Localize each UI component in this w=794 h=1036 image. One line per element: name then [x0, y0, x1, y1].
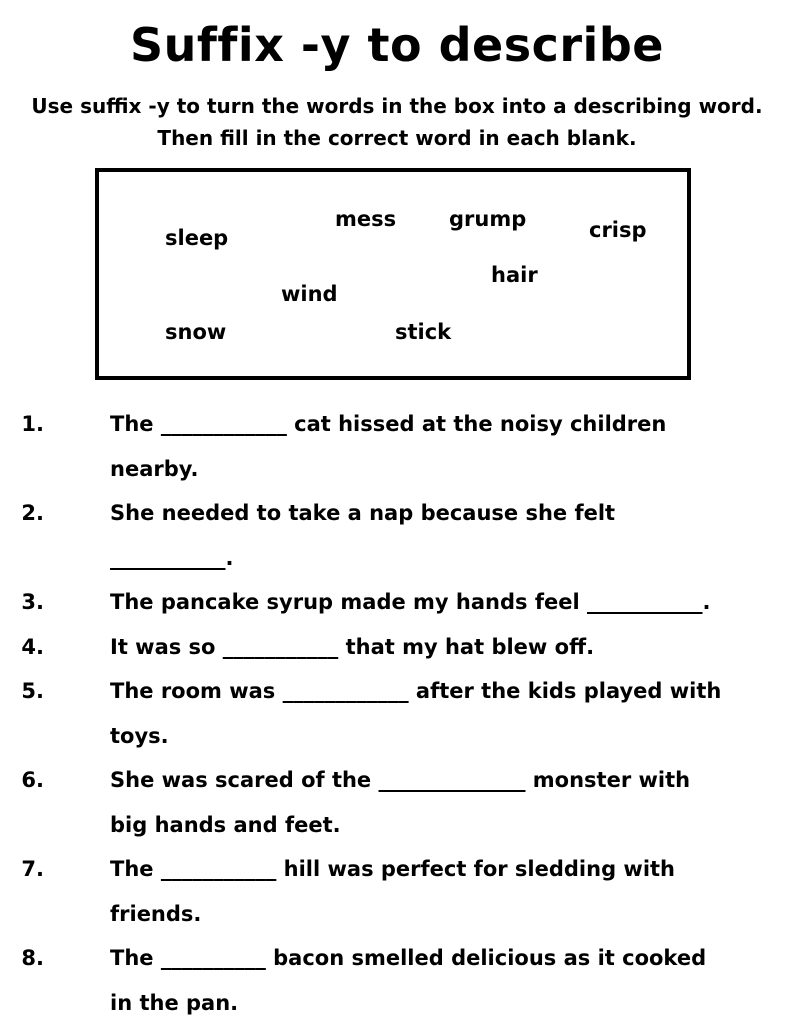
question-number: 2.: [21, 501, 44, 525]
question-number: 5.: [21, 679, 44, 703]
question-number: 4.: [21, 634, 44, 659]
word-bank-item: crisp: [589, 218, 647, 242]
word-bank-item: snow: [165, 320, 227, 344]
page-title: Suffix -y to describe: [130, 18, 664, 72]
question-text: The __________ bacon smelled delicious as it cooked in the pan.: [110, 946, 707, 1015]
word-bank-item: wind: [281, 282, 338, 306]
question-text: The room was ____________ after the kids played with toys.: [110, 679, 722, 748]
question-item: [0, 758, 730, 847]
word-bank-box: [95, 168, 691, 380]
question-text: She was scared of the ______________ monster with big hands and feet.: [110, 768, 691, 837]
word-bank-item: grump: [449, 207, 527, 231]
question-number: 3.: [21, 590, 44, 614]
question-item: [0, 402, 730, 491]
question-text: The ___________ hill was perfect for sledding with friends.: [110, 857, 676, 926]
question-text: The pancake syrup made my hands feel ___________.: [110, 590, 711, 614]
word-bank-item: hair: [491, 263, 538, 287]
question-item: [0, 625, 730, 670]
question-number: 6.: [21, 768, 44, 792]
question-number: 7.: [21, 857, 44, 881]
instructions: Use suffix -y to turn the words in the box into a describing word. Then fill in the correct word in each blank.: [31, 94, 763, 150]
word-bank-item: stick: [395, 320, 452, 344]
question-number: 8.: [21, 946, 44, 970]
question-number: 1.: [21, 412, 44, 436]
question-list: [0, 402, 794, 1025]
question-item: [0, 580, 730, 625]
word-bank-item: mess: [335, 207, 397, 231]
question-item: [0, 936, 730, 1025]
question-text: She needed to take a nap because she felt ___________.: [110, 501, 616, 570]
question-text: It was so ___________ that my hat blew off.: [110, 634, 595, 659]
question-item: [0, 847, 730, 936]
word-bank-item: sleep: [165, 226, 229, 250]
question-item: [0, 669, 730, 758]
question-text: The ____________ cat hissed at the noisy children nearby.: [110, 412, 667, 481]
question-item: [0, 491, 730, 580]
